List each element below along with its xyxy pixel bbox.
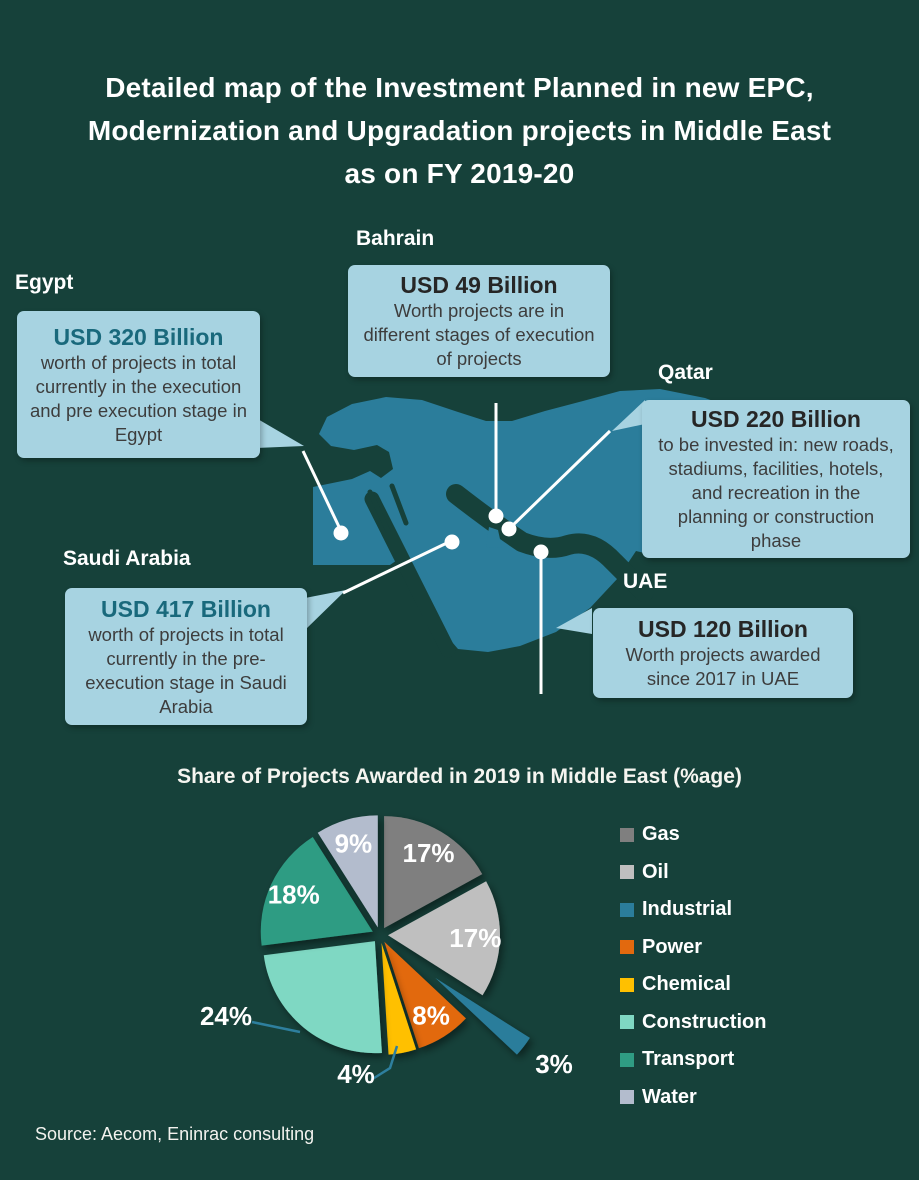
legend-swatch-water bbox=[620, 1090, 634, 1104]
callout-bahrain bbox=[348, 265, 610, 377]
legend-label-oil: Oil bbox=[642, 860, 669, 883]
legend-swatch-chemical bbox=[620, 978, 634, 992]
legend-label-chemical: Chemical bbox=[642, 973, 731, 996]
pie-label-industrial: 3% bbox=[535, 1049, 573, 1079]
legend-swatch-transport bbox=[620, 1053, 634, 1067]
map-marker-uae bbox=[534, 545, 549, 560]
legend-swatch-construction bbox=[620, 1015, 634, 1029]
pie-label-construction: 24% bbox=[199, 1001, 253, 1031]
country-label-qatar: Qatar bbox=[658, 361, 713, 384]
map-marker-qatar bbox=[502, 522, 517, 537]
legend-item-water bbox=[620, 1079, 766, 1117]
map-marker-egypt bbox=[334, 526, 349, 541]
country-label-uae: UAE bbox=[623, 570, 668, 593]
callout-qatar-amount: USD 220 Billion bbox=[691, 406, 861, 432]
legend-label-industrial: Industrial bbox=[642, 898, 733, 921]
callout-saudi-amount: USD 417 Billion bbox=[101, 595, 271, 622]
page-title-line3: as on FY 2019-20 bbox=[344, 158, 575, 189]
legend-item-transport bbox=[620, 1041, 766, 1079]
callout-bahrain-desc: Worth projects are in different stages of execution of projects bbox=[363, 300, 595, 369]
legend-item-chemical bbox=[620, 966, 766, 1004]
legend-label-gas: Gas bbox=[642, 823, 680, 846]
callout-tail-egypt bbox=[256, 418, 304, 448]
legend-label-power: Power bbox=[642, 935, 703, 958]
callout-saudi-desc: worth of projects in total currently in the pre-execution stage in Saudi Arabia bbox=[85, 623, 287, 717]
pie-leader-line-1 bbox=[252, 1022, 300, 1032]
source-note: Source: Aecom, Eninrac consulting bbox=[35, 1124, 315, 1144]
callout-qatar bbox=[642, 400, 910, 558]
pie-label-power: 8% bbox=[412, 1000, 450, 1031]
pie-chart bbox=[100, 795, 620, 1125]
legend-item-gas bbox=[620, 816, 766, 854]
legend-swatch-power bbox=[620, 940, 634, 954]
callout-uae-amount: USD 120 Billion bbox=[638, 616, 808, 642]
legend-item-construction bbox=[620, 1004, 766, 1042]
callout-bahrain-amount: USD 49 Billion bbox=[400, 272, 558, 298]
pie-slice-construction bbox=[264, 941, 382, 1053]
page-title-line2: Modernization and Upgradation projects in Middle East bbox=[87, 115, 832, 146]
callout-saudi bbox=[65, 588, 307, 725]
legend-swatch-oil bbox=[620, 865, 634, 879]
callout-egypt bbox=[17, 311, 260, 458]
pie-label-transport: 18% bbox=[267, 879, 320, 910]
country-label-egypt: Egypt bbox=[15, 271, 74, 294]
pie-label-oil: 17% bbox=[449, 922, 502, 953]
map-marker-saudi bbox=[445, 535, 460, 550]
callout-tail-saudi bbox=[305, 590, 346, 630]
callout-egypt-desc: worth of projects in total currently in the execution and pre execution stage in Egypt bbox=[29, 351, 247, 445]
pie-label-gas: 17% bbox=[402, 837, 455, 868]
legend-swatch-industrial bbox=[620, 903, 634, 917]
legend-item-oil bbox=[620, 854, 766, 892]
page-title-line1: Detailed map of the Investment Planned in new EPC, bbox=[105, 72, 814, 103]
legend-label-construction: Construction bbox=[642, 1010, 767, 1033]
legend-label-transport: Transport bbox=[642, 1048, 735, 1071]
legend-item-power bbox=[620, 929, 766, 967]
legend-item-industrial bbox=[620, 891, 766, 929]
legend-label-water: Water bbox=[642, 1085, 697, 1108]
map-marker-bahrain bbox=[489, 509, 504, 524]
callout-uae bbox=[593, 608, 853, 698]
callout-egypt-amount: USD 320 Billion bbox=[53, 323, 224, 350]
pie-label-water: 9% bbox=[334, 828, 373, 859]
callout-uae-desc: Worth projects awarded since 2017 in UAE bbox=[625, 644, 821, 689]
legend-swatch-gas bbox=[620, 828, 634, 842]
callout-qatar-desc: to be invested in: new roads, stadiums, facilities, hotels, and recreation in the planning or construction phase bbox=[658, 434, 894, 551]
country-label-saudi: Saudi Arabia bbox=[63, 547, 191, 570]
chart-title: Share of Projects Awarded in 2019 in Middle East (%age) bbox=[177, 765, 742, 788]
pie-label-chemical: 4% bbox=[337, 1059, 375, 1089]
pie-legend bbox=[620, 816, 766, 1116]
page-title bbox=[0, 66, 919, 195]
country-label-bahrain: Bahrain bbox=[356, 227, 435, 250]
